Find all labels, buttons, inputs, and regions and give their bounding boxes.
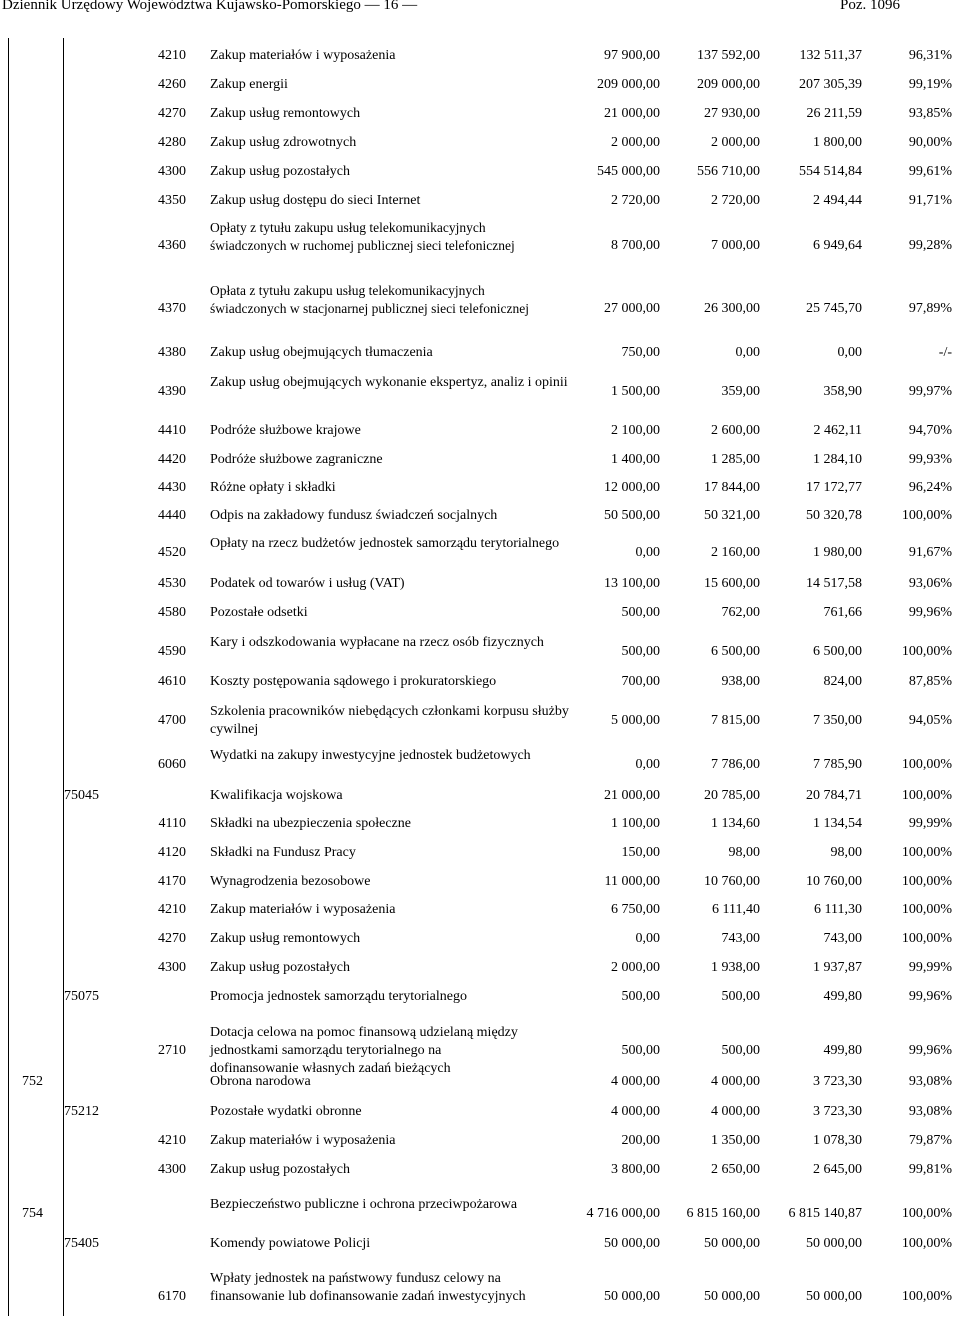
percent-cell: 100,00%	[901, 1236, 952, 1251]
table-row	[0, 701, 960, 741]
description-cell: Wydatki na zakupy inwestycyjne jednostek budżetowych	[210, 748, 531, 763]
percent-cell: 93,85%	[908, 106, 952, 121]
plan-after-changes-cell: 2 000,00	[711, 135, 760, 150]
plan-after-changes-cell: 1 134,60	[711, 816, 760, 831]
table-row	[0, 785, 960, 807]
description-cell: Zakup usług remontowych	[210, 931, 361, 946]
plan-after-changes-cell: 27 930,00	[704, 106, 760, 121]
description-cell: Odpis na zakładowy fundusz świadczeń socjalnych	[210, 508, 498, 523]
table-row	[0, 813, 960, 835]
plan-cell: 209 000,00	[597, 77, 660, 92]
plan-cell: 50 500,00	[604, 508, 660, 523]
description-cell: Bezpieczeństwo publiczne i ochrona przeciwpożarowa	[210, 1197, 518, 1212]
execution-cell: 7 350,00	[813, 713, 862, 728]
dzial-cell: 752	[22, 1074, 43, 1089]
description-cell: Zakup usług pozostałych	[210, 960, 350, 975]
execution-cell: 6 111,30	[814, 902, 862, 917]
plan-after-changes-cell: 556 710,00	[697, 164, 760, 179]
description-cell: Szkolenia pracowników niebędących członkami korpusu służby cywilnej	[210, 704, 569, 737]
percent-cell: 100,00%	[901, 874, 952, 889]
plan-after-changes-cell: 0,00	[735, 345, 760, 360]
percent-cell: 99,97%	[908, 384, 952, 399]
plan-cell: 12 000,00	[604, 480, 660, 495]
paragraf-cell: 4170	[158, 874, 186, 889]
paragraf-cell: 4280	[158, 135, 186, 150]
plan-cell: 6 750,00	[611, 902, 660, 917]
paragraf-cell: 4390	[158, 384, 186, 399]
percent-cell: 93,08%	[908, 1104, 952, 1119]
rozdzial-cell: 75075	[64, 989, 99, 1004]
plan-cell: 0,00	[635, 757, 660, 772]
execution-cell: 50 000,00	[806, 1236, 862, 1251]
percent-cell: 100,00%	[901, 508, 952, 523]
execution-cell: 0,00	[837, 345, 862, 360]
percent-cell: 91,67%	[908, 545, 952, 560]
percent-cell: 99,99%	[908, 960, 952, 975]
table-row	[0, 281, 960, 337]
table-row	[0, 74, 960, 96]
table-row	[0, 370, 960, 414]
plan-cell: 1 400,00	[611, 452, 660, 467]
percent-cell: 100,00%	[901, 788, 952, 803]
description-cell: Kary i odszkodowania wypłacane na rzecz osób fizycznych	[210, 635, 544, 650]
plan-after-changes-cell: 17 844,00	[704, 480, 760, 495]
table-row	[0, 103, 960, 125]
dzial-cell: 754	[22, 1206, 43, 1221]
plan-cell: 4 000,00	[611, 1104, 660, 1119]
paragraf-cell: 4410	[158, 423, 186, 438]
description-cell: Wpłaty jednostek na państwowy fundusz celowy na finansowanie lub dofinansowanie zadań inwestycyjnych	[210, 1271, 526, 1304]
plan-cell: 1 500,00	[611, 384, 660, 399]
table-row	[0, 745, 960, 785]
description-cell: Pozostałe odsetki	[210, 605, 308, 620]
plan-cell: 27 000,00	[604, 301, 660, 316]
paragraf-cell: 4350	[158, 193, 186, 208]
execution-cell: 2 462,11	[813, 423, 862, 438]
percent-cell: 99,28%	[908, 238, 952, 253]
execution-cell: 1 980,00	[813, 545, 862, 560]
table-row	[0, 1101, 960, 1123]
plan-after-changes-cell: 26 300,00	[704, 301, 760, 316]
plan-after-changes-cell: 15 600,00	[704, 576, 760, 591]
table-row	[0, 573, 960, 595]
description-cell: Opłaty na rzecz budżetów jednostek samorządu terytorialnego	[210, 536, 560, 551]
percent-cell: 94,05%	[908, 713, 952, 728]
percent-cell: 99,96%	[908, 989, 952, 1004]
description-cell: Składki na ubezpieczenia społeczne	[210, 816, 411, 831]
description-cell: Promocja jednostek samorządu terytorialnego	[210, 989, 467, 1004]
percent-cell: 100,00%	[901, 1206, 952, 1221]
paragraf-cell: 4120	[158, 845, 186, 860]
description-cell: Zakup usług dostępu do sieci Internet	[210, 193, 421, 208]
table-row	[0, 1268, 960, 1326]
percent-cell: 99,96%	[908, 1043, 952, 1058]
execution-cell: 761,66	[823, 605, 862, 620]
execution-cell: 3 723,30	[813, 1104, 862, 1119]
table-row	[0, 420, 960, 442]
description-cell: Zakup materiałów i wyposażenia	[210, 1133, 396, 1148]
table-row	[0, 533, 960, 573]
execution-cell: 25 745,70	[806, 301, 862, 316]
plan-after-changes-cell: 1 938,00	[711, 960, 760, 975]
plan-cell: 3 800,00	[611, 1162, 660, 1177]
plan-after-changes-cell: 4 000,00	[711, 1074, 760, 1089]
execution-cell: 554 514,84	[799, 164, 862, 179]
execution-cell: 6 815 140,87	[788, 1206, 862, 1221]
plan-cell: 2 000,00	[611, 135, 660, 150]
percent-cell: 96,31%	[908, 48, 952, 63]
description-cell: Zakup usług pozostałych	[210, 1162, 350, 1177]
paragraf-cell: 4360	[158, 238, 186, 253]
plan-cell: 500,00	[621, 605, 660, 620]
plan-cell: 13 100,00	[604, 576, 660, 591]
percent-cell: 99,81%	[908, 1162, 952, 1177]
plan-after-changes-cell: 2 650,00	[711, 1162, 760, 1177]
table-row	[0, 632, 960, 672]
paragraf-cell: 4440	[158, 508, 186, 523]
plan-cell: 0,00	[635, 545, 660, 560]
paragraf-cell: 4300	[158, 1162, 186, 1177]
paragraf-cell: 4210	[158, 902, 186, 917]
paragraf-cell: 4110	[158, 816, 186, 831]
percent-cell: -/-	[938, 345, 952, 360]
paragraf-cell: 4210	[158, 48, 186, 63]
description-cell: Koszty postępowania sądowego i prokuratorskiego	[210, 674, 497, 689]
description-cell: Składki na Fundusz Pracy	[210, 845, 356, 860]
plan-after-changes-cell: 500,00	[721, 1043, 760, 1058]
paragraf-cell: 4300	[158, 960, 186, 975]
percent-cell: 100,00%	[901, 845, 952, 860]
execution-cell: 1 078,30	[813, 1133, 862, 1148]
rozdzial-cell: 75045	[64, 788, 99, 803]
paragraf-cell: 4380	[158, 345, 186, 360]
execution-cell: 6 500,00	[813, 644, 862, 659]
description-cell: Wynagrodzenia bezosobowe	[210, 874, 371, 889]
description-cell: Podróże służbowe zagraniczne	[210, 452, 383, 467]
page-header	[0, 0, 960, 22]
percent-cell: 87,85%	[908, 674, 952, 689]
plan-after-changes-cell: 50 000,00	[704, 1236, 760, 1251]
plan-after-changes-cell: 4 000,00	[711, 1104, 760, 1119]
plan-after-changes-cell: 359,00	[721, 384, 760, 399]
plan-cell: 200,00	[621, 1133, 660, 1148]
table-row	[0, 842, 960, 864]
table-row	[0, 477, 960, 499]
plan-after-changes-cell: 98,00	[728, 845, 760, 860]
plan-after-changes-cell: 938,00	[721, 674, 760, 689]
description-cell: Zakup materiałów i wyposażenia	[210, 902, 396, 917]
description-cell: Zakup usług obejmujących tłumaczenia	[210, 345, 433, 360]
execution-cell: 2 645,00	[813, 1162, 862, 1177]
rozdzial-cell: 75212	[64, 1104, 99, 1119]
plan-after-changes-cell: 762,00	[721, 605, 760, 620]
plan-after-changes-cell: 7 000,00	[711, 238, 760, 253]
execution-cell: 17 172,77	[806, 480, 862, 495]
percent-cell: 99,99%	[908, 816, 952, 831]
plan-after-changes-cell: 50 000,00	[704, 1289, 760, 1304]
table-row	[0, 1130, 960, 1152]
journal-title: Dziennik Urzędowy Województwa Kujawsko-Pomorskiego — 16 —	[2, 0, 418, 13]
table-row	[0, 132, 960, 154]
execution-cell: 358,90	[823, 384, 862, 399]
plan-after-changes-cell: 2 160,00	[711, 545, 760, 560]
table-row	[0, 957, 960, 979]
table-row	[0, 986, 960, 1008]
plan-after-changes-cell: 137 592,00	[697, 48, 760, 63]
description-cell: Kwalifikacja wojskowa	[210, 788, 343, 803]
description-cell: Opłaty z tytułu zakupu usług telekomunikacyjnych świadczonych w ruchomej publicznej sieci telefonicznej	[210, 220, 515, 253]
table-row	[0, 1233, 960, 1255]
plan-after-changes-cell: 20 785,00	[704, 788, 760, 803]
execution-cell: 2 494,44	[813, 193, 862, 208]
paragraf-cell: 6060	[158, 757, 186, 772]
description-cell: Zakup energii	[210, 77, 288, 92]
execution-cell: 10 760,00	[806, 874, 862, 889]
table-row	[0, 342, 960, 364]
plan-after-changes-cell: 10 760,00	[704, 874, 760, 889]
plan-cell: 500,00	[621, 644, 660, 659]
plan-cell: 50 000,00	[604, 1236, 660, 1251]
description-cell: Obrona narodowa	[210, 1074, 311, 1089]
table-row	[0, 928, 960, 950]
plan-cell: 21 000,00	[604, 106, 660, 121]
description-cell: Podatek od towarów i usług (VAT)	[210, 576, 405, 591]
percent-cell: 79,87%	[908, 1133, 952, 1148]
paragraf-cell: 4270	[158, 931, 186, 946]
plan-after-changes-cell: 6 111,40	[712, 902, 760, 917]
description-cell: Komendy powiatowe Policji	[210, 1236, 371, 1251]
percent-cell: 100,00%	[901, 644, 952, 659]
plan-after-changes-cell: 7 786,00	[711, 757, 760, 772]
table-row	[0, 899, 960, 921]
percent-cell: 100,00%	[901, 757, 952, 772]
plan-after-changes-cell: 7 815,00	[711, 713, 760, 728]
table-row	[0, 1194, 960, 1234]
execution-cell: 26 211,59	[806, 106, 862, 121]
percent-cell: 99,96%	[908, 605, 952, 620]
table-row	[0, 602, 960, 624]
plan-after-changes-cell: 6 500,00	[711, 644, 760, 659]
paragraf-cell: 4420	[158, 452, 186, 467]
rozdzial-cell: 75405	[64, 1236, 99, 1251]
percent-cell: 93,06%	[908, 576, 952, 591]
percent-cell: 99,93%	[908, 452, 952, 467]
paragraf-cell: 4520	[158, 545, 186, 560]
plan-cell: 21 000,00	[604, 788, 660, 803]
table-row	[0, 871, 960, 893]
position-number: Poz. 1096	[840, 0, 900, 13]
plan-after-changes-cell: 1 350,00	[711, 1133, 760, 1148]
execution-cell: 132 511,37	[799, 48, 862, 63]
percent-cell: 99,61%	[908, 164, 952, 179]
table-row	[0, 1071, 960, 1093]
plan-cell: 500,00	[621, 1043, 660, 1058]
execution-cell: 14 517,58	[806, 576, 862, 591]
plan-cell: 97 900,00	[604, 48, 660, 63]
execution-cell: 98,00	[830, 845, 862, 860]
plan-after-changes-cell: 50 321,00	[704, 508, 760, 523]
plan-after-changes-cell: 500,00	[721, 989, 760, 1004]
plan-after-changes-cell: 2 720,00	[711, 193, 760, 208]
execution-cell: 207 305,39	[799, 77, 862, 92]
paragraf-cell: 4210	[158, 1133, 186, 1148]
execution-cell: 499,80	[823, 989, 862, 1004]
plan-after-changes-cell: 2 600,00	[711, 423, 760, 438]
execution-cell: 824,00	[823, 674, 862, 689]
execution-cell: 1 134,54	[813, 816, 862, 831]
plan-cell: 4 716 000,00	[586, 1206, 660, 1221]
percent-cell: 100,00%	[901, 1289, 952, 1304]
description-cell: Opłata z tytułu zakupu usług telekomunikacyjnych świadczonych w stacjonarnej publicznej sieci telefonicznej	[210, 283, 529, 316]
table-row	[0, 218, 960, 274]
plan-cell: 1 100,00	[611, 816, 660, 831]
plan-cell: 150,00	[621, 845, 660, 860]
percent-cell: 90,00%	[908, 135, 952, 150]
plan-after-changes-cell: 1 285,00	[711, 452, 760, 467]
plan-cell: 2 100,00	[611, 423, 660, 438]
execution-cell: 7 785,90	[813, 757, 862, 772]
plan-cell: 11 000,00	[604, 874, 660, 889]
description-cell: Zakup materiałów i wyposażenia	[210, 48, 396, 63]
percent-cell: 91,71%	[908, 193, 952, 208]
paragraf-cell: 4610	[158, 674, 186, 689]
plan-cell: 545 000,00	[597, 164, 660, 179]
plan-cell: 0,00	[635, 931, 660, 946]
percent-cell: 97,89%	[908, 301, 952, 316]
paragraf-cell: 4580	[158, 605, 186, 620]
execution-cell: 20 784,71	[806, 788, 862, 803]
plan-cell: 2 000,00	[611, 960, 660, 975]
plan-cell: 500,00	[621, 989, 660, 1004]
execution-cell: 1 937,87	[813, 960, 862, 975]
table-row	[0, 671, 960, 693]
execution-cell: 1 800,00	[813, 135, 862, 150]
percent-cell: 93,08%	[908, 1074, 952, 1089]
table-row	[0, 45, 960, 67]
description-cell: Zakup usług pozostałych	[210, 164, 350, 179]
description-cell: Dotacja celowa na pomoc finansową udzielaną między jednostkami samorządu terytorialnego na dofinansowanie własnych zadań bieżących	[210, 1025, 518, 1076]
table-row	[0, 505, 960, 527]
execution-cell: 50 000,00	[806, 1289, 862, 1304]
percent-cell: 100,00%	[901, 902, 952, 917]
description-cell: Pozostałe wydatki obronne	[210, 1104, 362, 1119]
paragraf-cell: 2710	[158, 1043, 186, 1058]
execution-cell: 499,80	[823, 1043, 862, 1058]
execution-cell: 1 284,10	[813, 452, 862, 467]
paragraf-cell: 4700	[158, 713, 186, 728]
plan-after-changes-cell: 743,00	[721, 931, 760, 946]
plan-cell: 750,00	[621, 345, 660, 360]
execution-cell: 50 320,78	[806, 508, 862, 523]
paragraf-cell: 4370	[158, 301, 186, 316]
percent-cell: 96,24%	[908, 480, 952, 495]
table-row	[0, 449, 960, 471]
description-cell: Zakup usług obejmujących wykonanie ekspertyz, analiz i opinii	[210, 375, 568, 390]
paragraf-cell: 4270	[158, 106, 186, 121]
plan-after-changes-cell: 6 815 160,00	[686, 1206, 760, 1221]
paragraf-cell: 4590	[158, 644, 186, 659]
percent-cell: 94,70%	[908, 423, 952, 438]
description-cell: Zakup usług remontowych	[210, 106, 361, 121]
paragraf-cell: 4430	[158, 480, 186, 495]
description-cell: Różne opłaty i składki	[210, 480, 336, 495]
execution-cell: 743,00	[823, 931, 862, 946]
plan-cell: 5 000,00	[611, 713, 660, 728]
table-row	[0, 190, 960, 212]
paragraf-cell: 4530	[158, 576, 186, 591]
plan-cell: 2 720,00	[611, 193, 660, 208]
paragraf-cell: 4300	[158, 164, 186, 179]
plan-cell: 50 000,00	[604, 1289, 660, 1304]
plan-cell: 700,00	[621, 674, 660, 689]
table-row	[0, 161, 960, 183]
plan-cell: 8 700,00	[611, 238, 660, 253]
paragraf-cell: 6170	[158, 1289, 186, 1304]
plan-after-changes-cell: 209 000,00	[697, 77, 760, 92]
percent-cell: 100,00%	[901, 931, 952, 946]
description-cell: Zakup usług zdrowotnych	[210, 135, 357, 150]
percent-cell: 99,19%	[908, 77, 952, 92]
plan-cell: 4 000,00	[611, 1074, 660, 1089]
table-row	[0, 1159, 960, 1181]
execution-cell: 3 723,30	[813, 1074, 862, 1089]
execution-cell: 6 949,64	[813, 238, 862, 253]
description-cell: Podróże służbowe krajowe	[210, 423, 361, 438]
paragraf-cell: 4260	[158, 77, 186, 92]
